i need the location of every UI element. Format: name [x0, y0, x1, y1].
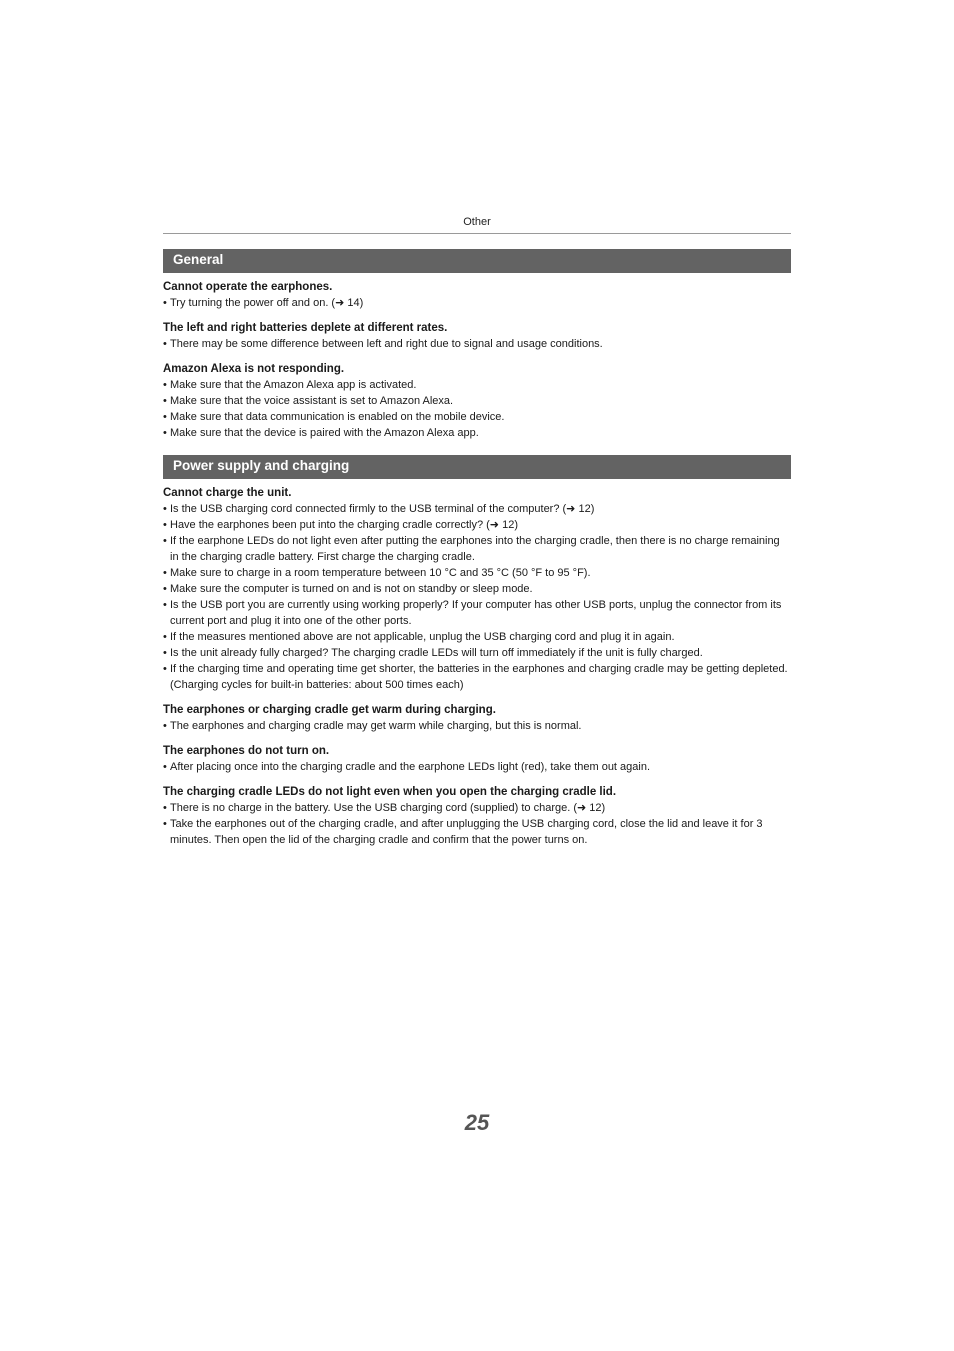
- troubleshooting-item: [163, 485, 791, 693]
- solution-text: If the charging time and operating time get shorter, the batteries in the earphones and charging cradle may be getting depleted. (Charging cycles for built-in batteries: about 500 times each): [170, 663, 788, 691]
- solution-item: [163, 645, 791, 661]
- bullet-icon: •: [163, 818, 167, 830]
- solution-item: [163, 565, 791, 581]
- bullet-icon: •: [163, 761, 167, 773]
- running-header: Other: [463, 216, 491, 228]
- solution-text: Take the earphones out of the charging cradle, and after unplugging the USB charging cord, close the lid and leave it for 3 minutes. Then open the lid of the charging cradle and confirm that the power turns on.: [170, 818, 763, 846]
- solution-item: [163, 718, 791, 734]
- section-items: [163, 479, 791, 848]
- solution-text: Is the unit already fully charged? The charging cradle LEDs will turn off immediately if the unit is fully charged.: [170, 647, 703, 659]
- bullet-icon: •: [163, 647, 167, 659]
- troubleshooting-content: [163, 249, 791, 862]
- solution-item: [163, 517, 791, 533]
- solution-list: [163, 501, 791, 693]
- section: [163, 249, 791, 441]
- header-divider: [163, 233, 791, 234]
- solution-text: Is the USB charging cord connected firmly to the USB terminal of the computer? (➜ 12): [170, 503, 595, 515]
- solution-text: After placing once into the charging cradle and the earphone LEDs light (red), take them out again.: [170, 761, 651, 773]
- problem-heading: Cannot charge the unit.: [163, 487, 292, 499]
- page-number: 25: [464, 1110, 490, 1135]
- solution-item: [163, 377, 791, 393]
- solution-list: [163, 718, 791, 734]
- section-heading: General: [163, 249, 791, 273]
- bullet-icon: •: [163, 631, 167, 643]
- problem-heading: Amazon Alexa is not responding.: [163, 363, 345, 375]
- bullet-icon: •: [163, 427, 167, 439]
- problem-heading: The charging cradle LEDs do not light even when you open the charging cradle lid.: [163, 786, 617, 798]
- solution-text: There may be some difference between left and right due to signal and usage conditions.: [170, 338, 603, 350]
- bullet-icon: •: [163, 338, 167, 350]
- solution-item: [163, 581, 791, 597]
- solution-text: Make sure that the Amazon Alexa app is activated.: [170, 379, 417, 391]
- solution-text: Make sure that data communication is enabled on the mobile device.: [170, 411, 505, 423]
- solution-item: [163, 501, 791, 517]
- solution-text: Is the USB port you are currently using working properly? If your computer has other USB ports, unplug the connector from its current port and plug it into one of the other ports.: [170, 599, 782, 627]
- solution-text: Make sure the computer is turned on and is not on standby or sleep mode.: [170, 583, 533, 595]
- solution-item: [163, 816, 791, 848]
- solution-text: If the measures mentioned above are not applicable, unplug the USB charging cord and plug it in again.: [170, 631, 675, 643]
- troubleshooting-item: [163, 279, 791, 311]
- solution-item: [163, 800, 791, 816]
- bullet-icon: •: [163, 395, 167, 407]
- solution-list: [163, 377, 791, 441]
- problem-heading: Cannot operate the earphones.: [163, 281, 333, 293]
- solution-item: [163, 425, 791, 441]
- bullet-icon: •: [163, 535, 167, 547]
- solution-list: [163, 295, 791, 311]
- troubleshooting-item: [163, 743, 791, 775]
- problem-heading: The earphones do not turn on.: [163, 745, 330, 757]
- solution-item: [163, 336, 791, 352]
- bullet-icon: •: [163, 599, 167, 611]
- bullet-icon: •: [163, 297, 167, 309]
- problem-heading: The earphones or charging cradle get warm during charging.: [163, 704, 496, 716]
- solution-text: Make sure that the voice assistant is set to Amazon Alexa.: [170, 395, 454, 407]
- section: [163, 455, 791, 848]
- solution-item: [163, 759, 791, 775]
- solution-list: [163, 800, 791, 848]
- solution-item: [163, 533, 791, 565]
- bullet-icon: •: [163, 720, 167, 732]
- section-heading: Power supply and charging: [163, 455, 791, 479]
- troubleshooting-item: [163, 702, 791, 734]
- solution-list: [163, 759, 791, 775]
- solution-item: [163, 629, 791, 645]
- troubleshooting-item: [163, 361, 791, 441]
- solution-text: Make sure to charge in a room temperature between 10 °C and 35 °C (50 °F to 95 °F).: [170, 567, 591, 579]
- solution-text: Make sure that the device is paired with the Amazon Alexa app.: [170, 427, 479, 439]
- bullet-icon: •: [163, 583, 167, 595]
- solution-item: [163, 295, 791, 311]
- solution-item: [163, 661, 791, 693]
- solution-text: Try turning the power off and on. (➜ 14): [170, 297, 364, 309]
- section-items: [163, 273, 791, 441]
- troubleshooting-item: [163, 320, 791, 352]
- solution-list: [163, 336, 791, 352]
- problem-heading: The left and right batteries deplete at different rates.: [163, 322, 448, 334]
- solution-text: If the earphone LEDs do not light even after putting the earphones into the charging cradle, then there is no charge remaining in the charging cradle battery. First charge the charging cradle.: [170, 535, 780, 563]
- solution-text: Have the earphones been put into the charging cradle correctly? (➜ 12): [170, 519, 518, 531]
- solution-item: [163, 393, 791, 409]
- bullet-icon: •: [163, 663, 167, 675]
- bullet-icon: •: [163, 519, 167, 531]
- bullet-icon: •: [163, 802, 167, 814]
- bullet-icon: •: [163, 503, 167, 515]
- troubleshooting-item: [163, 784, 791, 848]
- solution-item: [163, 409, 791, 425]
- solution-text: The earphones and charging cradle may get warm while charging, but this is normal.: [170, 720, 582, 732]
- bullet-icon: •: [163, 567, 167, 579]
- solution-text: There is no charge in the battery. Use the USB charging cord (supplied) to charge. (➜ 12): [170, 802, 606, 814]
- solution-item: [163, 597, 791, 629]
- bullet-icon: •: [163, 411, 167, 423]
- bullet-icon: •: [163, 379, 167, 391]
